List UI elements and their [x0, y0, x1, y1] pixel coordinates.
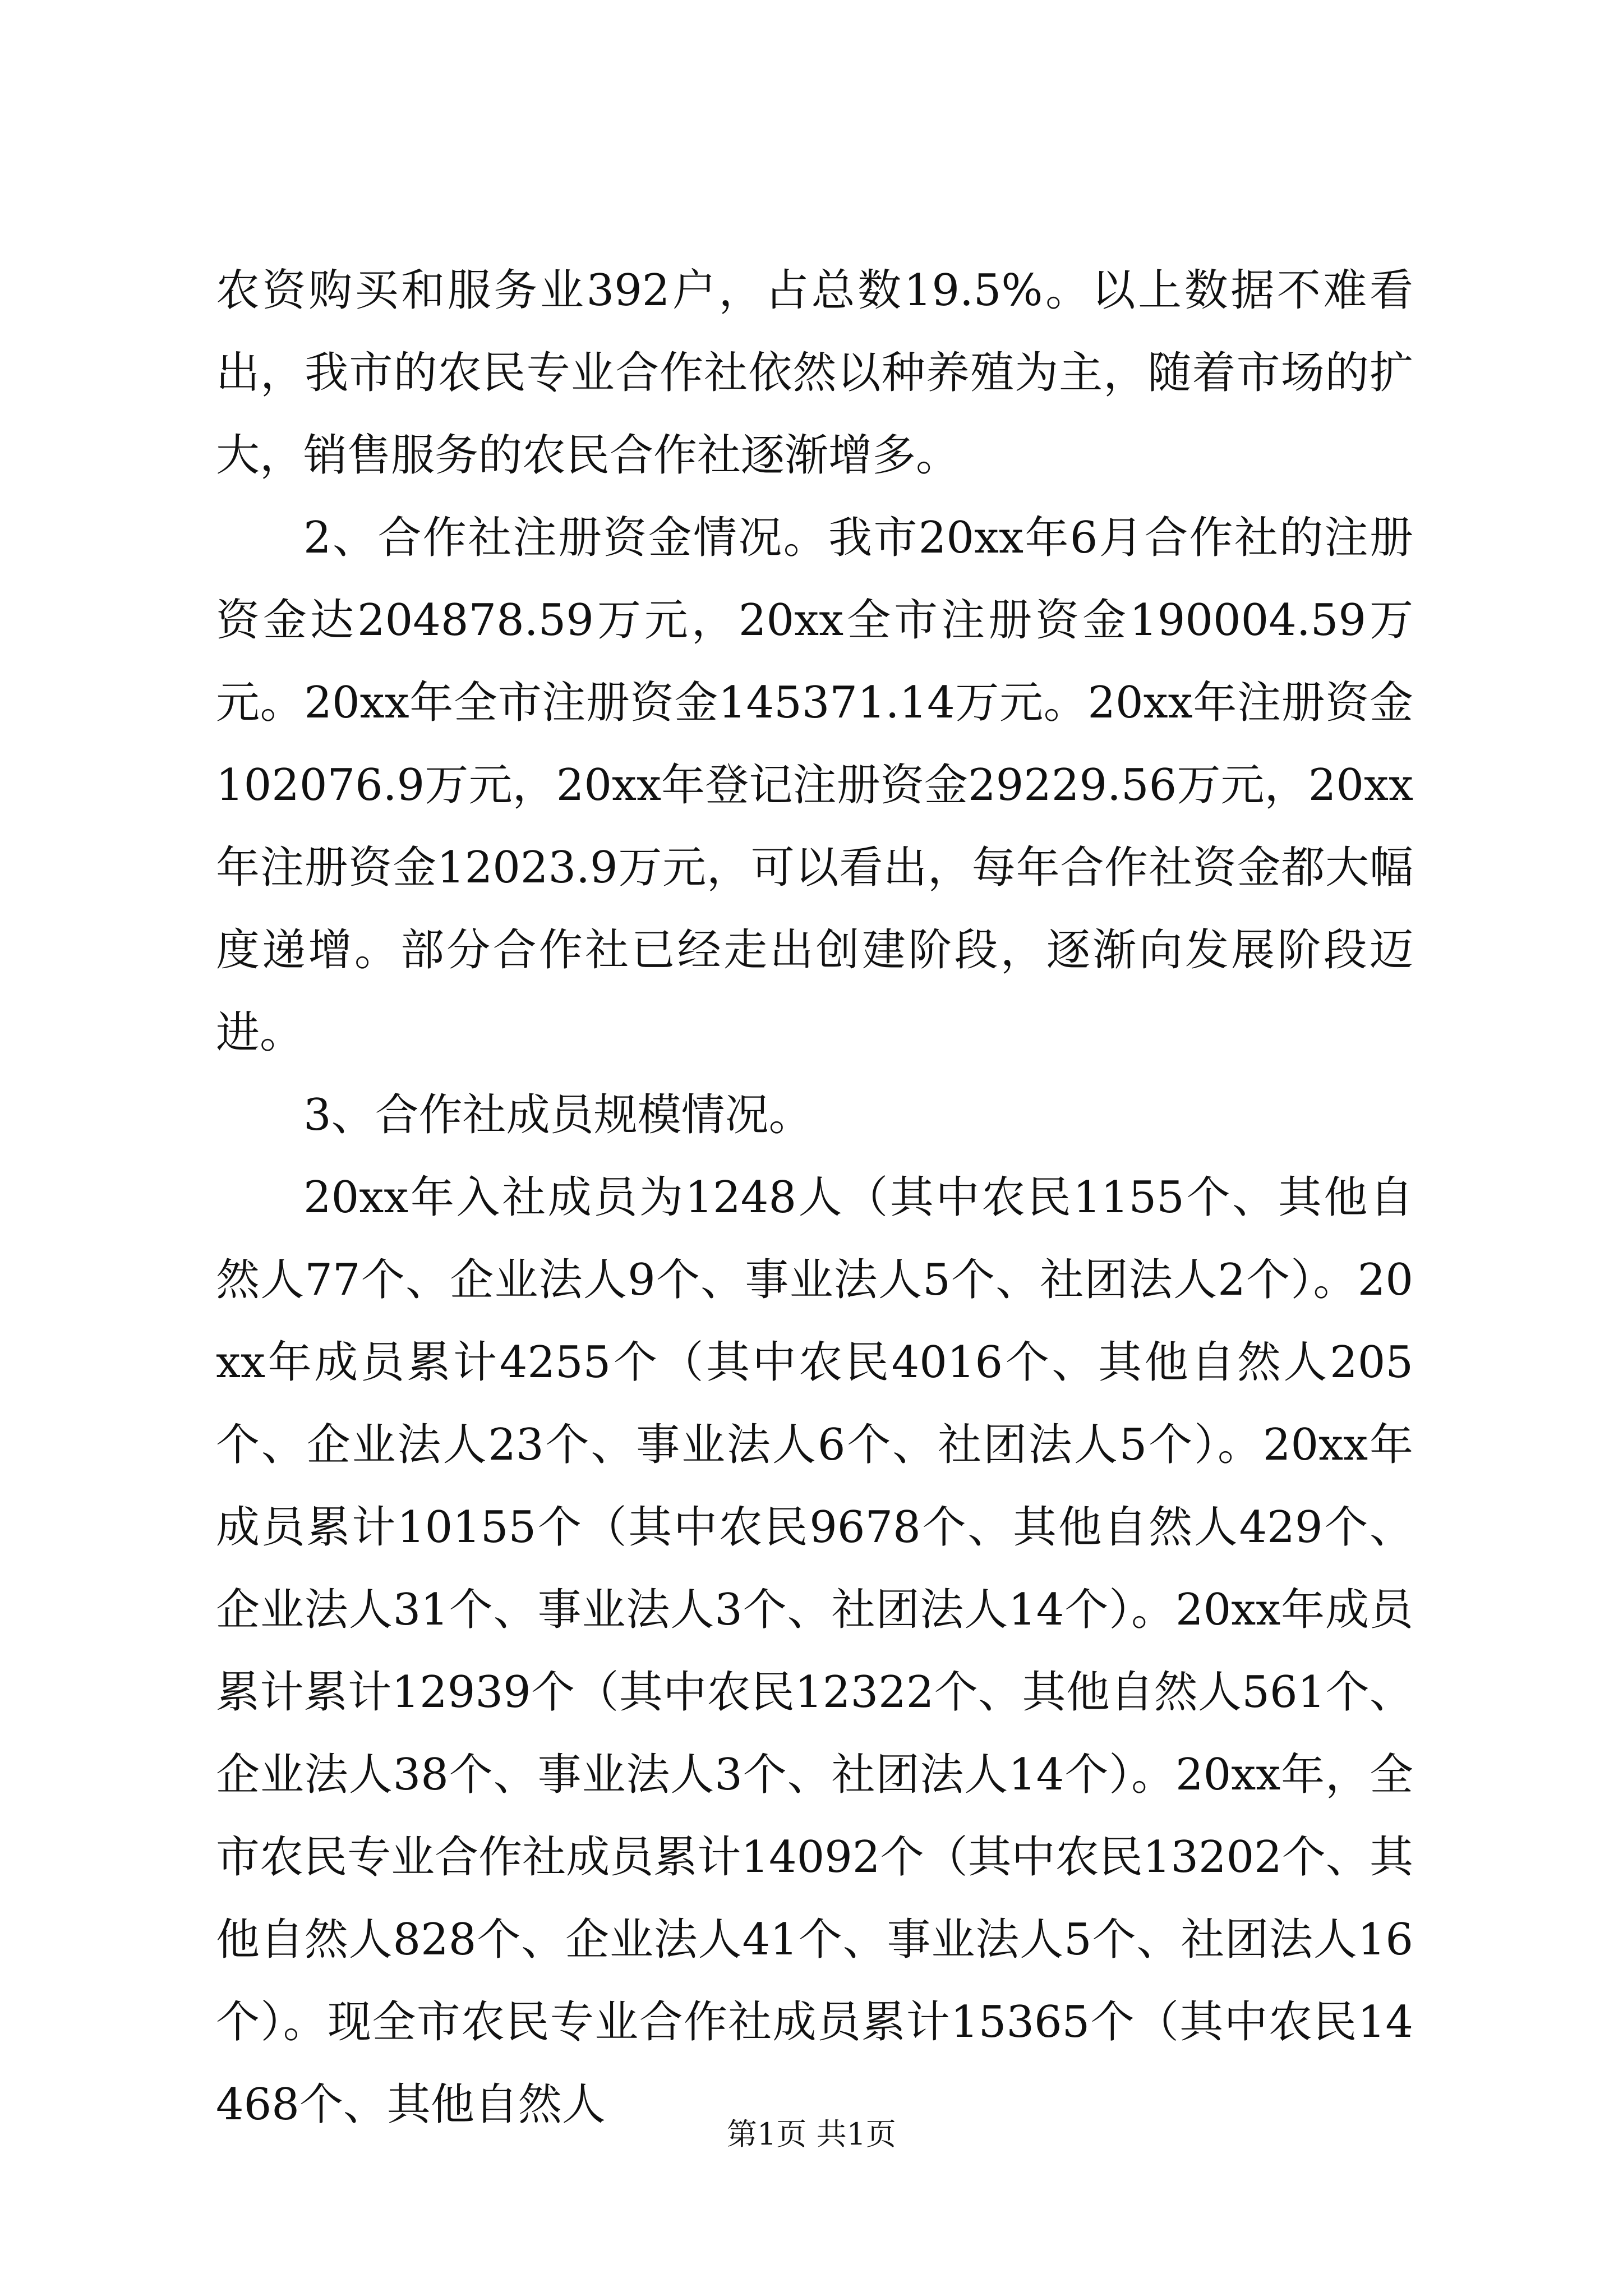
paragraph-member-scale-heading: 3、合作社成员规模情况。: [303, 1090, 813, 1140]
paragraph-business-types: 农资购买和服务业392户，占总数19.5%。以上数据不难看出，我市的农民专业合作社依然以种养殖为主，随着市场的扩大，销售服务的农民合作社逐渐增多。: [216, 265, 1413, 481]
page-footer: [0, 2115, 1623, 2154]
page-number: 第1页 共1页: [727, 2116, 896, 2152]
paragraph-member-scale: 20xx年入社成员为1248人（其中农民1155个、其他自然人77个、企业法人9个、事业法人5个、社团法人2个）。20xx年成员累计4255个（其中农民4016个、其他自然人205个、企业法人23个、事业法人6个、社团法人5个）。20xx年成员累计10155个（其中农民9678个、其他自然人429个、企业法人31个、事业法人3个、社团法人14个）。20xx年成员累计累计12939个（其中农民12322个、其他自然人561个、企业法人38个、事业法人3个、社团法人14个）。20xx年，全市农民专业合作社成员累计14092个（其中农民13202个、其他自然人828个、企业法人41个、事业法人5个、社团法人16个）。现全市农民专业合作社成员累计15365个（其中农民14468个、其他自然人: [216, 1172, 1413, 2130]
paragraph-registered-capital: 2、合作社注册资金情况。我市20xx年6月合作社的注册资金达204878.59万元，20xx全市注册资金190004.59万元。20xx年全市注册资金145371.14万元。20xx年注册资金102076.9万元，20xx年登记注册资金29229.56万元，20xx年注册资金12023.9万元，可以看出，每年合作社资金都大幅度递增。部分合作社已经走出创建阶段，逐渐向发展阶段迈进。: [216, 513, 1413, 1058]
body-text: [216, 250, 1413, 2146]
